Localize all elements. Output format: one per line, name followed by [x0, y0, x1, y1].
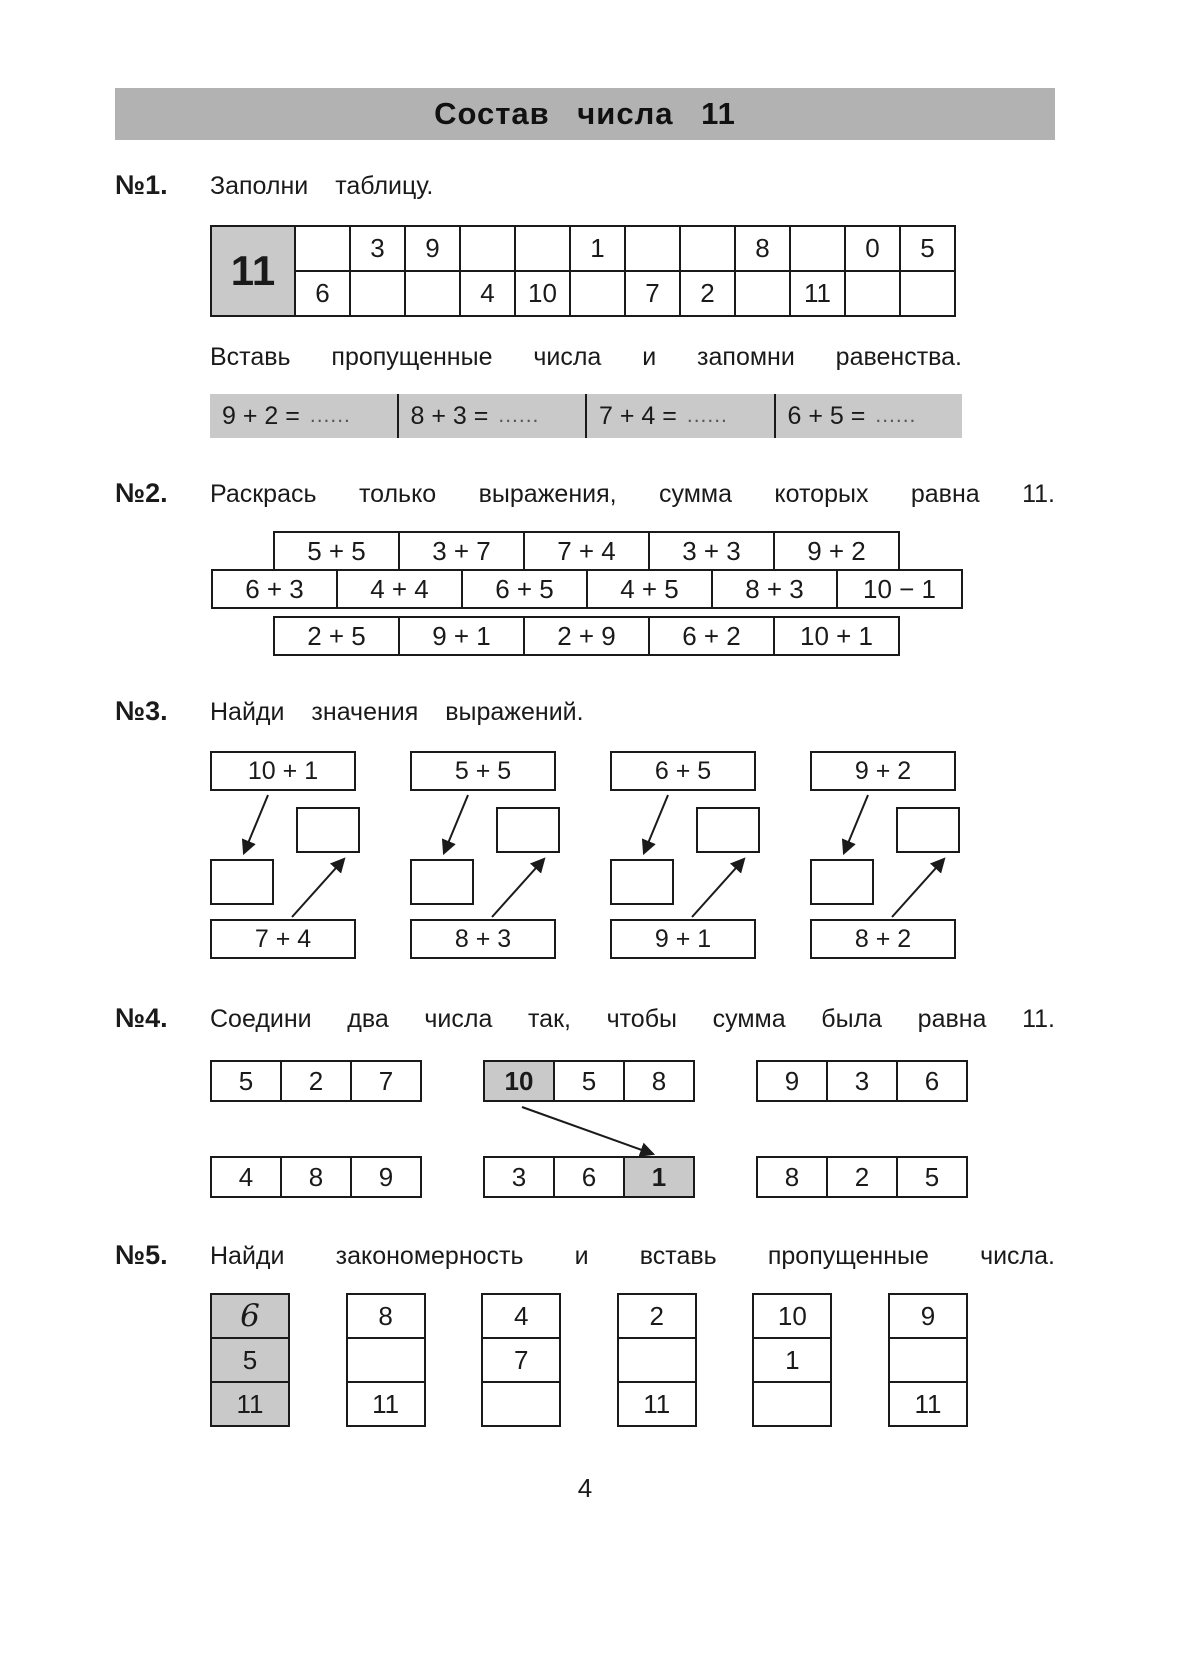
table-cell: 5: [211, 1338, 289, 1382]
number-triple: [210, 1156, 422, 1198]
answer-dots: ......: [686, 404, 728, 427]
table-cell: 10: [753, 1294, 831, 1338]
expression-cell: 4 + 4: [337, 570, 462, 608]
task-4: [115, 1003, 1055, 1198]
answer-box-upper: [296, 807, 360, 853]
table-cell: 2: [618, 1294, 696, 1338]
table-cell: 6: [897, 1061, 967, 1101]
table-cell: 9: [757, 1061, 827, 1101]
table-cell: 4: [460, 271, 515, 316]
expression-cell: 9 + 2: [774, 532, 899, 570]
table-cell: [347, 1338, 425, 1382]
table-cell: 1: [570, 226, 625, 271]
expression-cell: 3 + 7: [399, 532, 524, 570]
table-cell: 11: [618, 1382, 696, 1426]
expression-cell: 10 + 1: [774, 617, 899, 655]
task-1-label: №1.: [115, 170, 168, 200]
answer-dots: ......: [498, 404, 540, 427]
table-cell: 6: [554, 1157, 624, 1197]
expression-cell: 2 + 5: [274, 617, 399, 655]
answer-dots: ......: [875, 404, 917, 427]
task-2-instruction: Раскрась только выражения, сумма которых равна 11.: [210, 480, 1055, 508]
number-triple: [483, 1156, 695, 1198]
expression-cell: 6 + 5: [462, 570, 587, 608]
number-triple: [483, 1060, 695, 1102]
equation-text: 6 + 5 =: [787, 401, 866, 430]
task-5-label: №5.: [115, 1240, 168, 1270]
table-cell: 11: [790, 271, 845, 316]
table-cell: [482, 1382, 560, 1426]
table-cell: [570, 271, 625, 316]
table-cell: 7: [351, 1061, 421, 1101]
answer-box-lower: [210, 859, 274, 905]
page-number: 4: [577, 1473, 593, 1503]
expressions-row: [273, 531, 900, 571]
answer-box-lower: [610, 859, 674, 905]
handwritten-answer: 6: [211, 1294, 289, 1338]
table-cell: 11: [347, 1382, 425, 1426]
task-3-label: №3.: [115, 696, 168, 726]
table-cell: [295, 226, 350, 271]
task-3-instruction: Найди значения выражений.: [210, 698, 584, 726]
equations-strip: [210, 394, 962, 438]
expression-cell: 6 + 2: [649, 617, 774, 655]
table-cell: 4: [211, 1157, 281, 1197]
table-row: [211, 226, 955, 271]
table-cell: 11: [889, 1382, 967, 1426]
table-cell: 9: [405, 226, 460, 271]
expression-group: [610, 751, 762, 963]
expression-cell: 4 + 5: [587, 570, 712, 608]
table-cell: 5: [900, 226, 955, 271]
table-cell: 3: [350, 226, 405, 271]
pattern-column: [481, 1293, 561, 1427]
table-cell: 1: [753, 1338, 831, 1382]
table-cell: [460, 226, 515, 271]
expression-box-top: 6 + 5: [610, 751, 756, 791]
expression-box-top: 9 + 2: [810, 751, 956, 791]
expression-cell: 3 + 3: [649, 532, 774, 570]
answer-box-upper: [896, 807, 960, 853]
pattern-column-example: [210, 1293, 290, 1427]
expression-group: [210, 751, 362, 963]
equation-cell: [397, 394, 586, 438]
number-triple: [756, 1060, 968, 1102]
table-cell: 8: [281, 1157, 351, 1197]
expression-cell: 10 − 1: [837, 570, 962, 608]
table-cell: 9: [889, 1294, 967, 1338]
expression-box-top: 5 + 5: [410, 751, 556, 791]
table-cell: 5: [211, 1061, 281, 1101]
expression-box-bottom: 7 + 4: [210, 919, 356, 959]
table-cell: 5: [554, 1061, 624, 1101]
table-cell: 8: [624, 1061, 694, 1101]
table-cell: 0: [845, 226, 900, 271]
table-cell: [625, 226, 680, 271]
table-cell: 4: [482, 1294, 560, 1338]
task-1: [115, 170, 1055, 438]
pattern-column: [346, 1293, 426, 1427]
table-cell-highlighted: 10: [484, 1061, 554, 1101]
expression-box-bottom: 8 + 3: [410, 919, 556, 959]
expression-cell: 8 + 3: [712, 570, 837, 608]
equation-text: 7 + 4 =: [599, 401, 677, 430]
table-cell: 3: [484, 1157, 554, 1197]
answer-box-lower: [410, 859, 474, 905]
table-cell: 8: [757, 1157, 827, 1197]
table-cell: [680, 226, 735, 271]
table-cell: 5: [897, 1157, 967, 1197]
task-2: [115, 478, 1055, 656]
pattern-column: [617, 1293, 697, 1427]
task-4-tables: [210, 1060, 968, 1198]
table-cell: 3: [827, 1061, 897, 1101]
page-title-bar: [115, 88, 1055, 140]
table-cell: [753, 1382, 831, 1426]
table-cell: [350, 271, 405, 316]
table-cell: [515, 226, 570, 271]
table-cell: 8: [347, 1294, 425, 1338]
tables-row: [210, 1060, 968, 1102]
equation-cell: [585, 394, 774, 438]
table-cell: 7: [482, 1338, 560, 1382]
table-cell: [900, 271, 955, 316]
number-composition-table: [210, 225, 956, 317]
equation-cell: [210, 394, 397, 438]
table-cell: 2: [281, 1061, 351, 1101]
table-cell-highlighted: 1: [624, 1157, 694, 1197]
table-cell: [889, 1338, 967, 1382]
table-cell: 9: [351, 1157, 421, 1197]
expression-box-bottom: 8 + 2: [810, 919, 956, 959]
expression-group: [410, 751, 562, 963]
pattern-column: [888, 1293, 968, 1427]
number-triple: [210, 1060, 422, 1102]
table-cell: 7: [625, 271, 680, 316]
expression-cell: 5 + 5: [274, 532, 399, 570]
answer-box-upper: [696, 807, 760, 853]
expression-cell: 9 + 1: [399, 617, 524, 655]
task-1-instruction-2: Вставь пропущенные числа и запомни равенства.: [210, 343, 962, 371]
worksheet-page: [115, 88, 1055, 1504]
table-cell: 2: [680, 271, 735, 316]
number-triple: [756, 1156, 968, 1198]
answer-dots: ......: [309, 404, 351, 427]
table-row: [211, 271, 955, 316]
expression-group: [810, 751, 962, 963]
task-5: [115, 1240, 1055, 1427]
expressions-grid: [115, 531, 1055, 656]
task-4-label: №4.: [115, 1003, 168, 1033]
expression-box-top: 10 + 1: [210, 751, 356, 791]
task-3: [115, 696, 1055, 963]
expression-cell: 6 + 3: [212, 570, 337, 608]
answer-box-upper: [496, 807, 560, 853]
task-2-label: №2.: [115, 478, 168, 508]
table-cell: 8: [735, 226, 790, 271]
table-cell: 6: [295, 271, 350, 316]
answer-box-lower: [810, 859, 874, 905]
expression-cell: 2 + 9: [524, 617, 649, 655]
equation-text: 9 + 2 =: [222, 401, 300, 430]
table-cell: 11: [211, 1382, 289, 1426]
table-header-11: 11: [211, 226, 295, 316]
table-cell: 10: [515, 271, 570, 316]
equation-cell: [774, 394, 963, 438]
task-5-columns: [210, 1293, 968, 1427]
table-cell: [618, 1338, 696, 1382]
task-5-instruction: Найди закономерность и вставь пропущенные числа.: [210, 1242, 1055, 1270]
expression-box-bottom: 9 + 1: [610, 919, 756, 959]
table-cell: [405, 271, 460, 316]
expressions-row: [273, 616, 900, 656]
table-cell: [735, 271, 790, 316]
equation-text: 8 + 3 =: [410, 401, 489, 430]
table-cell: [790, 226, 845, 271]
table-cell: 2: [827, 1157, 897, 1197]
expression-cell: 7 + 4: [524, 532, 649, 570]
task-3-groups: [210, 751, 1055, 963]
task-4-instruction: Соедини два числа так, чтобы сумма была равна 11.: [210, 1005, 1055, 1033]
task-1-instruction: Заполни таблицу.: [210, 172, 434, 200]
table-cell: [845, 271, 900, 316]
page-title: Состав числа 11: [434, 96, 736, 131]
tables-row: [210, 1156, 968, 1198]
expressions-row: [211, 569, 963, 609]
pattern-column: [752, 1293, 832, 1427]
